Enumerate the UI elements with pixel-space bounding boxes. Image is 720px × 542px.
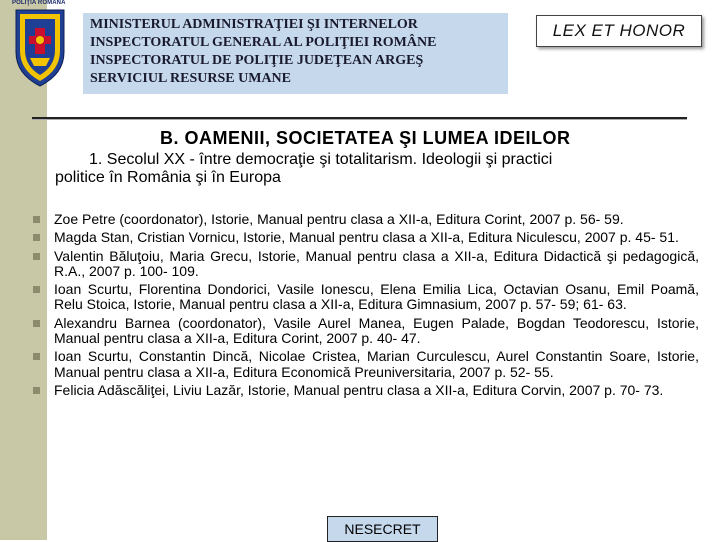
header-line-county-inspectorate: INSPECTORATUL DE POLIŢIE JUDEŢEAN ARGEŞ (90, 53, 424, 68)
square-bullet-icon (33, 286, 40, 293)
square-bullet-icon (33, 253, 40, 260)
section-title: B. OAMENII, SOCIETATEA ŞI LUMEA IDEILOR (160, 128, 571, 148)
square-bullet-icon (33, 234, 40, 241)
reference-text: Zoe Petre (coordonator), Istorie, Manual pentru clasa a XII-a, Editura Corint, 2007 p. 56- 59. (54, 211, 624, 227)
list-item (33, 349, 699, 380)
police-logo (2, 0, 78, 90)
reference-text: Alexandru Barnea (coordonator), Vasile Aurel Manea, Eugen Palade, Bogdan Teodorescu, Istorie, Manual pentru clasa a XII-a, Editura Corint, 2007 p. 40- 47. (54, 314, 699, 347)
institution-header (83, 13, 508, 94)
reference-text: Ioan Scurtu, Florentina Dondorici, Vasile Ionescu, Elena Emilia Lica, Octavian Osanu, Emil Poamă, Relu Stoica, Istorie, Manual pentru clasa a XII-a, Editura Gimnasium, 2007 p. 57- 59; 61- 63. (54, 281, 699, 313)
square-bullet-icon (33, 387, 40, 394)
motto-box (536, 15, 702, 47)
header-line-service: SERVICIUL RESURSE UMANE (90, 71, 291, 86)
logo-caption: POLIŢIA ROMÂNĂ (12, 0, 66, 6)
reference-text: Ioan Scurtu, Constantin Dincă, Nicolae Cristea, Marian Curculescu, Aurel Constantin Soare, Istorie, Manual pentru clasa a XII-a, Editura Economică Preuniversitaria, 2007 p. 52- 55. (54, 348, 699, 380)
list-item (33, 230, 699, 245)
section-subtitle (55, 151, 685, 187)
coat-of-arms-icon (2, 0, 78, 90)
reference-text: Felicia Adăscăliţei, Liviu Lazăr, Istorie, Manual pentru clasa a XII-a, Editura Corvin, 2007 p. 70- 73. (54, 381, 664, 398)
square-bullet-icon (33, 320, 40, 327)
list-item (33, 212, 699, 227)
square-bullet-icon (33, 216, 40, 223)
reference-list (33, 212, 699, 401)
reference-text: Valentin Băluţoiu, Maria Grecu, Istorie, Manual pentru clasa a XII-a, Editura Didactică şi pedagogică, R.A., 2007 p. 100- 109. (54, 247, 699, 279)
motto-text: LEX ET HONOR (552, 21, 686, 40)
reference-text: Magda Stan, Cristian Vornicu, Istorie, Manual pentru clasa a XII-a, Editura Niculescu, 2007 p. 45- 51. (54, 229, 679, 246)
classification-badge: NESECRET (327, 516, 438, 542)
list-item (33, 249, 699, 280)
list-item (33, 383, 699, 398)
square-bullet-icon (33, 353, 40, 360)
header-line-ministry: MINISTERUL ADMINISTRAŢIEI ŞI INTERNELOR (90, 17, 418, 32)
list-item (33, 282, 699, 313)
subtitle-line-1: 1. Secolul XX - între democraţie şi totalitarism. Ideologii şi practici (89, 151, 553, 168)
header-line-general-inspectorate: INSPECTORATUL GENERAL AL POLIŢIEI ROMÂNE (90, 35, 437, 50)
list-item (33, 316, 699, 347)
subtitle-line-2: politice în România şi în Europa (55, 169, 281, 186)
header-divider-shadow (32, 119, 687, 120)
